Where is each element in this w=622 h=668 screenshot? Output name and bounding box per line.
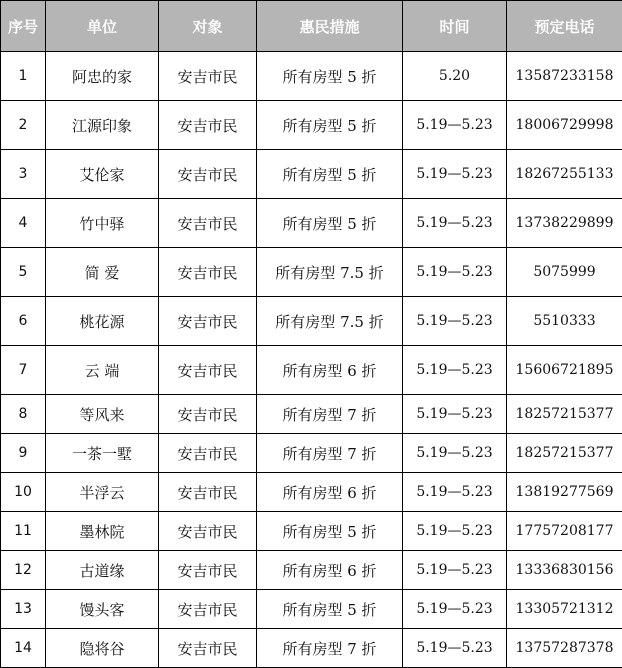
cell-phone: 13738229899 (507, 199, 622, 248)
cell-phone: 13305721312 (507, 590, 622, 629)
cell-date: 5.19—5.23 (403, 101, 507, 150)
cell-date: 5.19—5.23 (403, 473, 507, 512)
cell-target: 安吉市民 (159, 551, 257, 590)
cell-offer: 所有房型 5 折 (257, 150, 403, 199)
table-row (1, 346, 622, 395)
cell-offer: 所有房型 5 折 (257, 101, 403, 150)
cell-date: 5.19—5.23 (403, 395, 507, 434)
cell-date: 5.19—5.23 (403, 297, 507, 346)
table-row (1, 434, 622, 473)
cell-offer: 所有房型 5 折 (257, 512, 403, 551)
cell-target: 安吉市民 (159, 590, 257, 629)
table-row (1, 150, 622, 199)
cell-target: 安吉市民 (159, 395, 257, 434)
cell-target: 安吉市民 (159, 473, 257, 512)
cell-target: 安吉市民 (159, 248, 257, 297)
cell-unit: 馒头客 (46, 590, 159, 629)
cell-seq: 7 (1, 346, 46, 395)
cell-offer: 所有房型 6 折 (257, 473, 403, 512)
cell-unit: 古道缘 (46, 551, 159, 590)
cell-target: 安吉市民 (159, 52, 257, 101)
cell-offer: 所有房型 7 折 (257, 629, 403, 668)
table-row (1, 551, 622, 590)
cell-unit: 等风来 (46, 395, 159, 434)
cell-target: 安吉市民 (159, 434, 257, 473)
cell-date: 5.19—5.23 (403, 551, 507, 590)
cell-unit: 阿忠的家 (46, 52, 159, 101)
cell-phone: 13587233158 (507, 52, 622, 101)
cell-phone: 13336830156 (507, 551, 622, 590)
cell-seq: 3 (1, 150, 46, 199)
cell-seq: 5 (1, 248, 46, 297)
cell-phone: 13757287378 (507, 629, 622, 668)
cell-seq: 14 (1, 629, 46, 668)
table-row (1, 297, 622, 346)
table-row (1, 248, 622, 297)
cell-date: 5.19—5.23 (403, 150, 507, 199)
cell-phone: 18267255133 (507, 150, 622, 199)
cell-seq: 1 (1, 52, 46, 101)
table-row (1, 101, 622, 150)
cell-date: 5.19—5.23 (403, 248, 507, 297)
header-unit: 单位 (46, 1, 159, 52)
cell-target: 安吉市民 (159, 101, 257, 150)
table-row (1, 199, 622, 248)
cell-offer: 所有房型 5 折 (257, 199, 403, 248)
table-row (1, 512, 622, 551)
header-seq: 序号 (1, 1, 46, 52)
cell-target: 安吉市民 (159, 150, 257, 199)
cell-date: 5.19—5.23 (403, 199, 507, 248)
cell-unit: 桃花源 (46, 297, 159, 346)
header-offer: 惠民措施 (257, 1, 403, 52)
cell-unit: 云 端 (46, 346, 159, 395)
cell-date: 5.19—5.23 (403, 629, 507, 668)
cell-seq: 8 (1, 395, 46, 434)
table-row (1, 473, 622, 512)
header-target: 对象 (159, 1, 257, 52)
header-row (1, 1, 622, 52)
cell-date: 5.19—5.23 (403, 590, 507, 629)
cell-seq: 9 (1, 434, 46, 473)
cell-unit: 隐将谷 (46, 629, 159, 668)
cell-seq: 13 (1, 590, 46, 629)
cell-phone: 5075999 (507, 248, 622, 297)
cell-seq: 10 (1, 473, 46, 512)
cell-offer: 所有房型 7 折 (257, 395, 403, 434)
cell-phone: 18257215377 (507, 395, 622, 434)
cell-seq: 4 (1, 199, 46, 248)
cell-unit: 一茶一墅 (46, 434, 159, 473)
cell-date: 5.19—5.23 (403, 512, 507, 551)
cell-date: 5.19—5.23 (403, 346, 507, 395)
cell-seq: 12 (1, 551, 46, 590)
cell-unit: 简 爱 (46, 248, 159, 297)
cell-offer: 所有房型 5 折 (257, 590, 403, 629)
cell-phone: 15606721895 (507, 346, 622, 395)
cell-seq: 2 (1, 101, 46, 150)
cell-phone: 17757208177 (507, 512, 622, 551)
cell-offer: 所有房型 6 折 (257, 551, 403, 590)
cell-target: 安吉市民 (159, 512, 257, 551)
cell-offer: 所有房型 7 折 (257, 434, 403, 473)
cell-unit: 墨林院 (46, 512, 159, 551)
cell-target: 安吉市民 (159, 629, 257, 668)
cell-seq: 6 (1, 297, 46, 346)
cell-target: 安吉市民 (159, 297, 257, 346)
cell-phone: 5510333 (507, 297, 622, 346)
cell-phone: 18006729998 (507, 101, 622, 150)
header-date: 时间 (403, 1, 507, 52)
cell-target: 安吉市民 (159, 346, 257, 395)
cell-offer: 所有房型 7.5 折 (257, 248, 403, 297)
table-row (1, 629, 622, 668)
cell-offer: 所有房型 5 折 (257, 52, 403, 101)
table-row (1, 395, 622, 434)
cell-offer: 所有房型 7.5 折 (257, 297, 403, 346)
cell-unit: 竹中驿 (46, 199, 159, 248)
cell-unit: 半浮云 (46, 473, 159, 512)
cell-target: 安吉市民 (159, 199, 257, 248)
cell-offer: 所有房型 6 折 (257, 346, 403, 395)
table-row (1, 590, 622, 629)
table-row (1, 52, 622, 101)
cell-unit: 艾伦家 (46, 150, 159, 199)
cell-seq: 11 (1, 512, 46, 551)
cell-date: 5.20 (403, 52, 507, 101)
cell-unit: 江源印象 (46, 101, 159, 150)
cell-phone: 18257215377 (507, 434, 622, 473)
cell-date: 5.19—5.23 (403, 434, 507, 473)
header-phone: 预定电话 (507, 1, 622, 52)
cell-phone: 13819277569 (507, 473, 622, 512)
